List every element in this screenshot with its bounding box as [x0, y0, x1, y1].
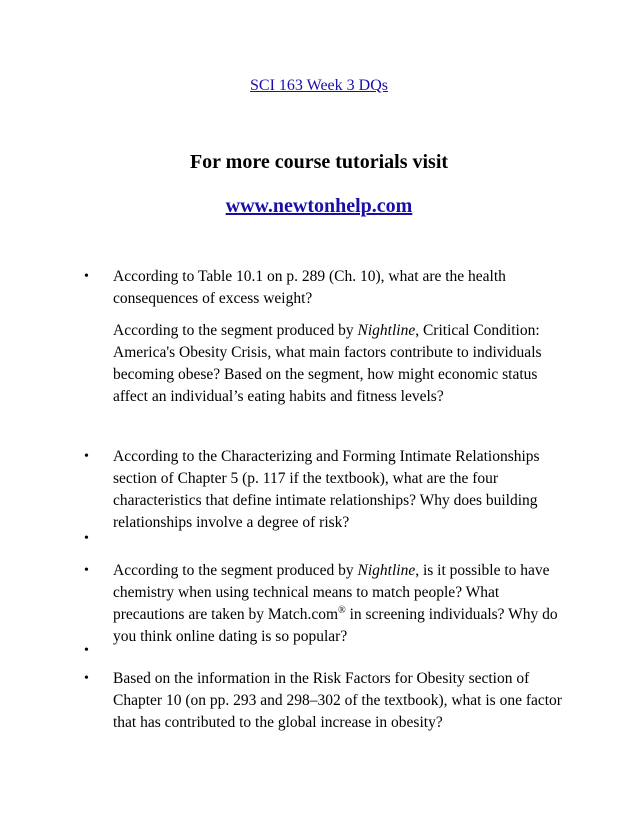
bullet-icon: •: [84, 269, 89, 284]
question-text: According to Table 10.1 on p. 289 (Ch. 10), what are the health consequences of excess weight?: [113, 268, 506, 307]
bullet-icon: •: [84, 671, 89, 686]
promo-text: For more course tutorials visit: [189, 151, 449, 173]
bullet-icon: •: [84, 643, 89, 658]
bullet-icon: •: [84, 563, 89, 578]
bullet-icon: •: [84, 531, 89, 546]
question-text: According to the Characterizing and Forming Intimate Relationships section of Chapter 5 (p. 117 if the textbook), what are the four characteristics that define intimate relationships? Why does building relationships involve a degree of risk?: [113, 448, 540, 531]
question-text: According to the segment produced by Nightline, is it possible to have chemistry when using technical means to match people? What precautions are taken by Match.com® in screening individuals? Why do you think online dating is so popular?: [113, 562, 558, 645]
question-text: Based on the information in the Risk Factors for Obesity section of Chapter 10 (on pp. 293 and 298–302 of the textbook), what is one factor that has contributed to the global increase in obesity?: [113, 670, 562, 731]
italic-text: Nightline: [357, 562, 416, 579]
registered-mark: ®: [338, 604, 346, 616]
question-text: According to the segment produced by Nightline, Critical Condition: America's Obesity Crisis, what main factors contribute to individuals becoming obese? Based on the segment, how might economic status affect an individual’s eating habits and fitness levels?: [113, 322, 542, 405]
promo-link[interactable]: www.newtonhelp.com: [225, 195, 413, 217]
bullet-icon: •: [84, 449, 89, 464]
italic-text: Nightline: [357, 322, 416, 339]
document-title[interactable]: SCI 163 Week 3 DQs: [250, 77, 388, 94]
